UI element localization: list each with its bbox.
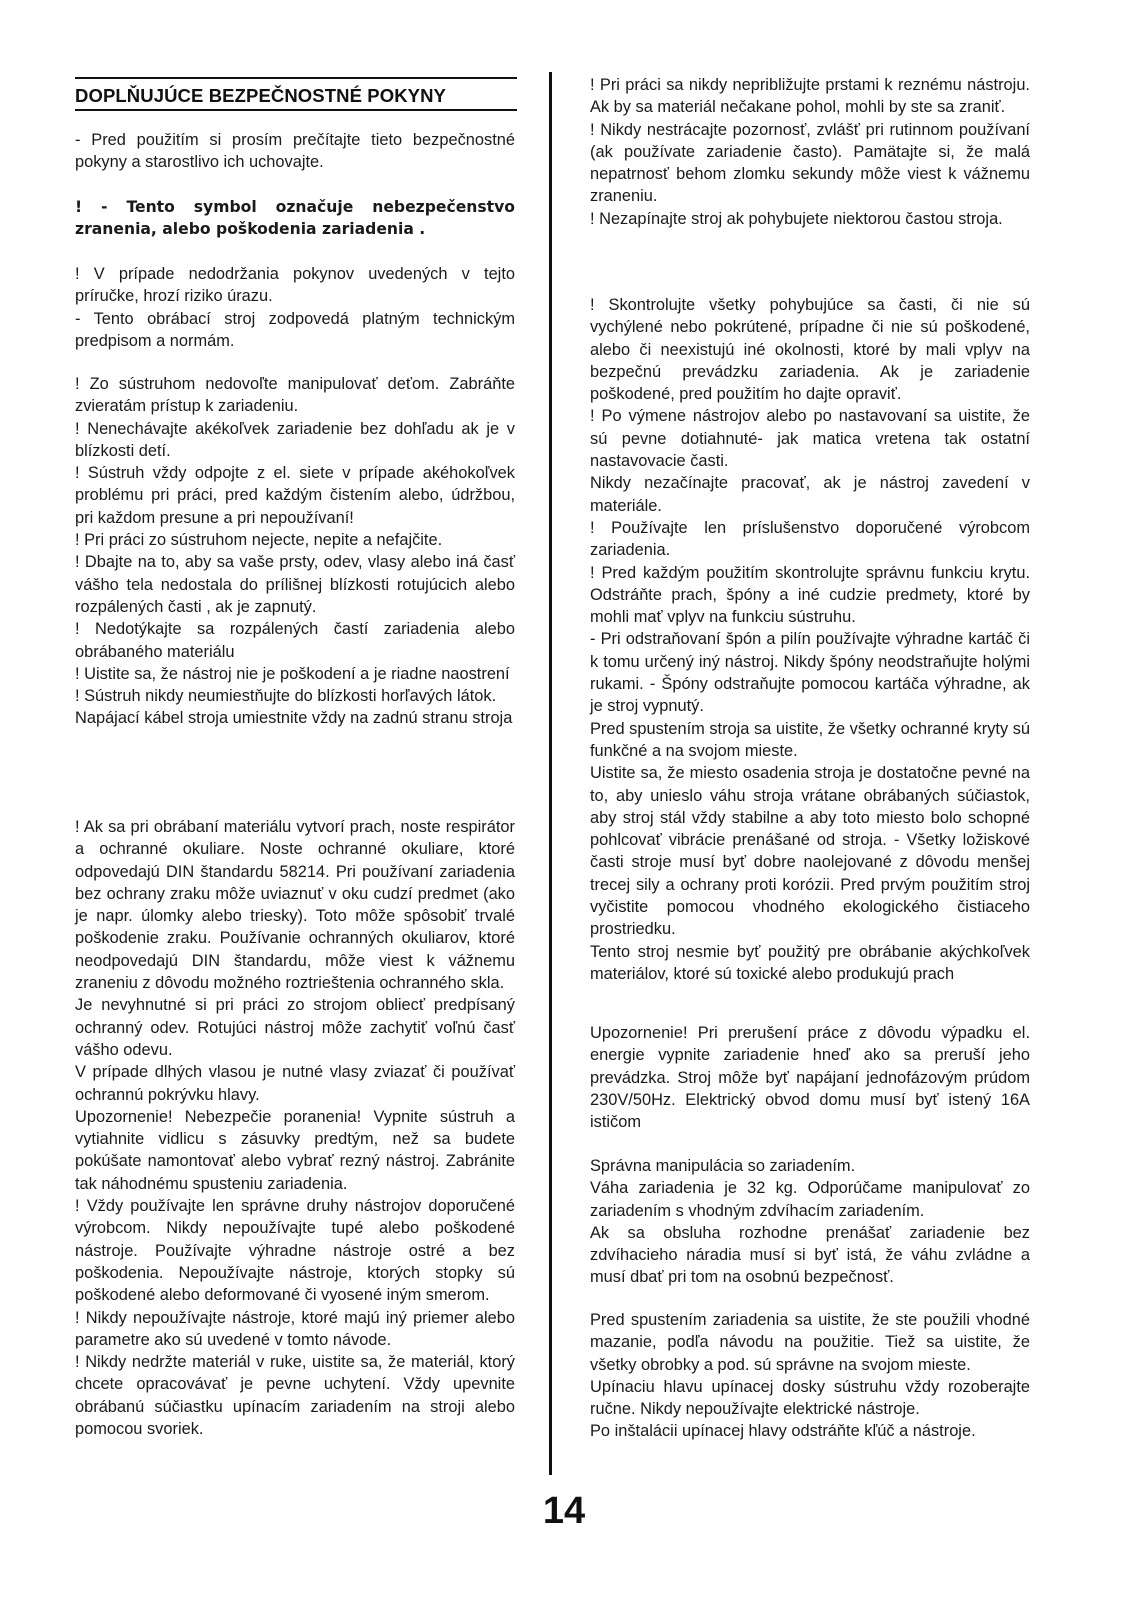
heading-rule-bottom	[75, 109, 517, 111]
page-number: 14	[542, 1490, 586, 1532]
paragraph-protection: ! Ak sa pri obrábaní materiálu vytvorí prach, noste respirátor a ochranné okuliare. Noste ochranné okuliare, ktoré odpovedajú DIN štandardu 58214. Pri používaní zariadenia bez ochrany zraku môže uviaznuť v oku cudzí predmet (ako je napr. úlomky alebo triesky). Toto môže spôsobiť trvalé poškodenie zraku. Používanie ochranných okuliarov, ktoré neodpovedajú DIN štandardu, môže viest k vážnemu zraneniu z dôvodu možného roztrieštenia ochranného skla. Je nevyhnutné si pri práci zo strojom obliecť predpísaný ochranný odev. Rotujúci nástroj môže zachytiť voľnú časť vášho odevu. V prípade dlhých vlasou je nutné vlasy zviazať či používať ochrannú pokrývku hlavy. Upozornenie! Nebezpečie poranenia! Vypnite sústruh a vytiahnite vidlicu s zásuvky predtým, než sa budete pokúšate namontovať alebo vybrať rezný nástroj. Zabránite tak náhodnému spusteniu zariadenia. ! Vždy používajte len správne druhy nástrojov doporučené výrobcom. Nikdy nepoužívajte tupé alebo poškodené nástroje. Používajte výhradne nástroje ostré a bez poškodenia. Nepoužívajte nástroje, ktorých stopky sú poškodené alebo deformované či vyosené iným smerom. ! Nikdy nepoužívajte nástroje, ktoré majú iný priemer alebo parametre ako sú uvedené v tomto návode. ! Nikdy nedržte materiál v ruke, uistite sa, že materiál, ktorý chcete opracovávať je pevne uchytení. Vždy upevnite obrábanú súčiastku upínacím zariadením na stroji alebo pomocou svoriek.	[75, 818, 515, 1439]
section-heading: DOPLŇUJÚCE BEZPEČNOSTNÉ POKYNY	[75, 85, 446, 106]
paragraph-startup: Pred spustením zariadenia sa uistite, že ste použili vhodné mazanie, podľa návodu na použitie. Tiež sa uistite, že všetky obrobky a pod. sú správne na svojom mieste. Upínaciu hlavu upínacej dosky sústruhu vždy rozoberajte ručne. Nikdy nepoužívajte elektrické nástroje. Po inštalácii upínacej hlavy odstráňte kľúč a nástroje.	[590, 1311, 1030, 1441]
paragraph-intro: - Pred použitím si prosím prečítajte tieto bezpečnostné pokyny a starostlivo ich uchovajte.	[75, 131, 515, 172]
paragraph-safety-rules: ! Zo sústruhom nedovoľte manipulovať deťom. Zabráňte zvieratám prístup k zariadeniu. ! Nenechávajte akékoľvek zariadenie bez dohľadu ak je v blízkosti detí. ! Sústruh vždy odpojte z el. siete v prípade akéhokoľvek problému pri práci, pred každým čistením alebo, údržbou, pri každom presune a pri nepoužívaní! ! Pri práci zo sústruhom nejecte, nepite a nefajčite. ! Dbajte na to, aby sa vaše prsty, odev, vlasy alebo iná časť vášho tela nedostala do prílišnej blízkosti rotujúcich alebo rozpálených časti , ak je zapnutý. ! Nedotýkajte sa rozpálených častí zariadenia alebo obrábaného materiálu ! Uistite sa, že nástroj nie je poškodení a je riadne naostrení ! Sústruh nikdy neumiestňujte do blízkosti horľavých látok. Napájací kábel stroja umiestnite vždy na zadnú stranu stroja	[75, 375, 515, 728]
paragraph-power: Upozornenie! Pri prerušení práce z dôvodu výpadku el. energie vypnite zariadenie hneď ako sa preruší jeho prevádzka. Stroj môže byť napájaní jednofázovým prúdom 230V/50Hz. Elektrický obvod domu musí byť istený 16A ističom	[590, 1024, 1030, 1132]
paragraph-attention: ! Pri práci sa nikdy nepribližujte prstami k reznému nástroju. Ak by sa materiál nečakane pohol, mohli by ste sa zraniť. ! Nikdy nestrácajte pozornosť, zvlášť pri rutinnom používaní (ak používate zariadenie často). Pamätajte si, že malá nepatrnosť behom zlomku sekundy môže viest k vážnemu zraneniu. ! Nezapínajte stroj ak pohybujete niektorou častou stroja.	[590, 76, 1030, 228]
paragraph-inspection: ! Skontrolujte všetky pohybujúce sa časti, či nie sú vychýlené nebo pokrútené, prípadne či nie sú poškodené, alebo či neexistujú iné okolnosti, ktoré by mali vplyv na bezpečnú prevádzku zariadenia. Ak je zariadenie poškodené, pred použitím ho dajte opraviť. ! Po výmene nástrojov alebo po nastavovaní sa uistite, že sú pevne dotiahnuté- jak matica vretena tak ostatní nastavovacie časti. Nikdy nezačínajte pracovať, ak je nástroj zavedení v materiále. ! Používajte len príslušenstvo doporučené výrobcom zariadenia. ! Pred každým použitím skontrolujte správnu funkciu krytu. Odstráňte prach, špóny a iné cudzie predmety, ktoré by mohli mať vplyv na funkciu sústruhu. - Pri odstraňovaní špón a pilín používajte výhradne kartáč či k tomu určený iný nástroj. Nikdy špóny neodstraňujte holými rukami. - Špóny odstraňujte pomocou kartáča výhradne, ak je stroj vypnutý. Pred spustením stroja sa uistite, že všetky ochranné kryty sú funkčné a na svojom mieste. Uistite sa, že miesto osadenia stroja je dostatočne pevné na to, aby unieslo váhu stroja vrátane obrábaných súčiastok, aby stroj stál vždy stabilne a aby toto miesto bolo schopné pohlcovať vibrácie prenášané od stroja. - Všetky ložiskové časti stroje musí byť dobre naolejované z dôvodu menšej trecej sily a ochrany proti korózii. Pred prvým použitím stroj vyčistite pomocou vhodného ekologického čistiaceho prostriedku. Tento stroj nesmie byť použitý pre obrábanie akýchkoľvek materiálov, ktoré sú toxické alebo produkujú prach	[590, 296, 1031, 983]
heading-rule-top	[75, 77, 517, 79]
paragraph-general-warning: ! V prípade nedodržania pokynov uvedených v tejto príručke, hrozí riziko úrazu. - Tento obrábací stroj zodpovedá platným technickým predpisom a normám.	[75, 265, 515, 350]
column-divider	[549, 72, 552, 1475]
paragraph-symbol-warning: ! - Tento symbol označuje nebezpečenstvo zranenia, alebo poškodenia zariadenia .	[75, 198, 515, 239]
paragraph-handling: Správna manipulácia so zariadením. Váha zariadenia je 32 kg. Odporúčame manipulovať zo zariadením s vhodným zdvíhacím zariadením. Ak sa obsluha rozhodne prenášať zariadenie bez zdvíhacieho náradia musí si byť istá, že váhu zvládne a musí dbať pri tom na osobnú bezpečnosť.	[590, 1157, 1030, 1287]
